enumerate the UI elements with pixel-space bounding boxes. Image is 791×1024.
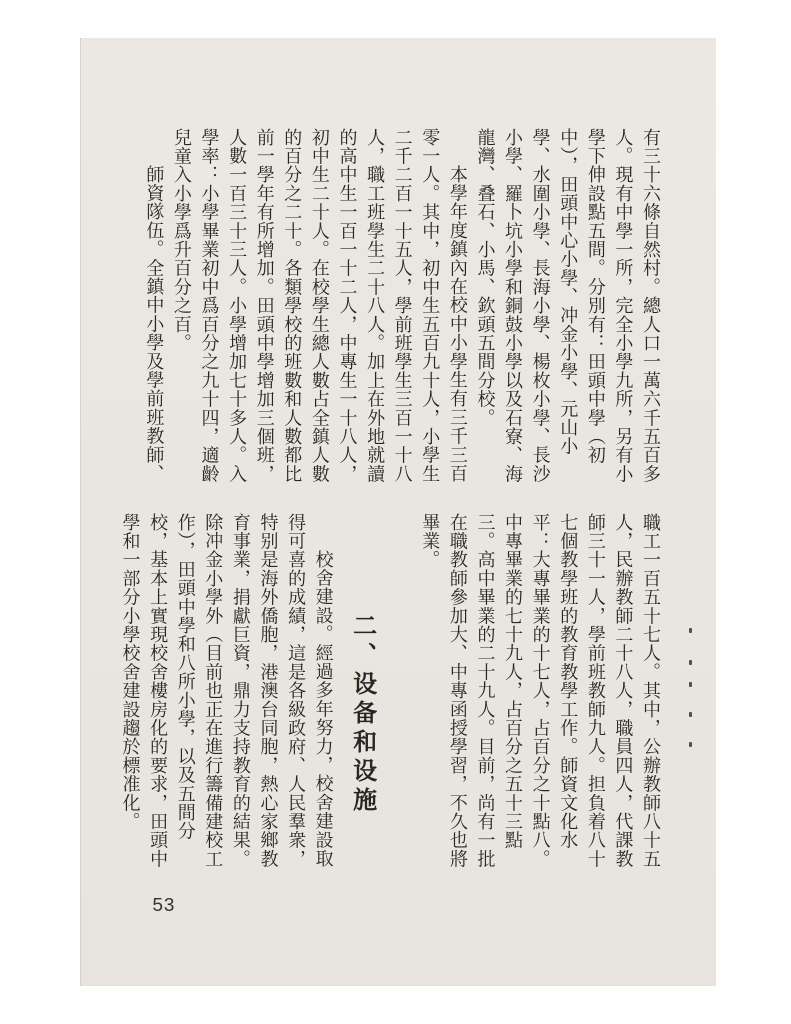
text-column: 人，民辦教師二十八人，職員四人，代課教 [612,513,634,869]
text-column: 的百分之二十。各類學校的班數和人數都比 [281,128,303,484]
text-column: 畢業。 [419,513,441,570]
binding-mark [689,628,692,633]
text-column: 小學、羅卜坑小學和銅鼓小學以及石寮、海 [502,128,524,484]
text-column: 除冲金小學外（目前也正在進行籌備建校工 [202,513,224,869]
text-column: 人數一百三十三人。小學增加七十多人。入 [226,128,248,484]
text-column: 在職教師參加大、中專函授學習，不久也將 [446,513,468,869]
text-column: 得可喜的成績，這是各級政府、人民羣衆， [285,513,307,869]
text-column: 三。高中畢業的二十九人。目前，尚有一批 [474,513,496,869]
text-column: 人，職工班學生二十八人。加上在外地就讀 [364,128,386,484]
text-column: 作），田頭中學和八所小學，以及五間分 [174,513,196,841]
text-column: 學、水圍小學、長海小學、楊枚小學、長沙 [529,128,551,484]
text-column: 中），田頭中心小學、冲金小學、元山小 [557,128,579,456]
paragraph-start-column: 本學年度鎮內在校中小學生有三千三百 [446,165,468,483]
text-column: 師三十一人，學前班教師九人。担負着八十 [584,513,606,869]
paragraph-start-column: 校舍建設。經過多年努力，校舍建設取 [312,550,334,868]
text-column: 龍灣、叠石、小馬、欽頭五間分校。 [474,128,496,428]
text-column: 初中生二十人。在校學生總人數占全鎮人數 [308,128,330,484]
text-column: 前一學年有所增加。田頭中學增加三個班， [253,128,275,484]
text-column: 七個教學班的教育教學工作。師資文化水 [557,513,579,850]
text-column: 學下伸設點五間。分別有：田頭中學（初 [584,128,606,465]
text-column: 二千二百一十五人，學前班學生三百一十八 [391,128,413,484]
text-column: 學率：小學畢業初中爲百分之九十四，適齡 [198,128,220,484]
text-column: 職工一百五十七人。其中，公辦教師八十五 [640,513,661,869]
binding-mark [689,712,692,717]
section-heading: 二、设备和设施 [348,613,378,816]
text-column: 兒童入小學爲升百分之百。 [170,128,192,353]
text-column: 的高中生一百一十二人，中專生一十八人， [336,128,358,484]
text-column: 校，基本上實現校舍樓房化的要求，田頭中 [147,513,169,869]
bottom-text-block [116,513,664,885]
binding-mark [689,660,692,665]
binding-mark [689,742,692,747]
top-text-block [140,128,664,500]
text-column: 零一人。其中，初中生五百九十人，小學生 [419,128,441,484]
text-column: 人。現有中學一所，完全小學九所，另有小 [612,128,634,484]
text-column: 平：大專畢業的十七人，占百分之十點八。 [529,513,551,869]
text-column: 有三十六條自然村。總人口一萬六千五百多 [640,128,661,484]
binding-mark [689,682,692,687]
page-number: 53 [152,895,175,917]
text-column: 中專畢業的七十九人，占百分之五十三點 [502,513,524,850]
text-column: 學和一部分小學校舍建設趨於標准化。 [119,513,141,831]
text-column: 特别是海外僑胞，港澳台同胞，熱心家鄉教 [257,513,279,869]
text-column: 育事業，捐獻巨資，鼎力支持教育的結果。 [229,513,251,869]
paragraph-start-column: 師資隊伍。全鎮中小學及學前班教師、 [143,165,165,483]
